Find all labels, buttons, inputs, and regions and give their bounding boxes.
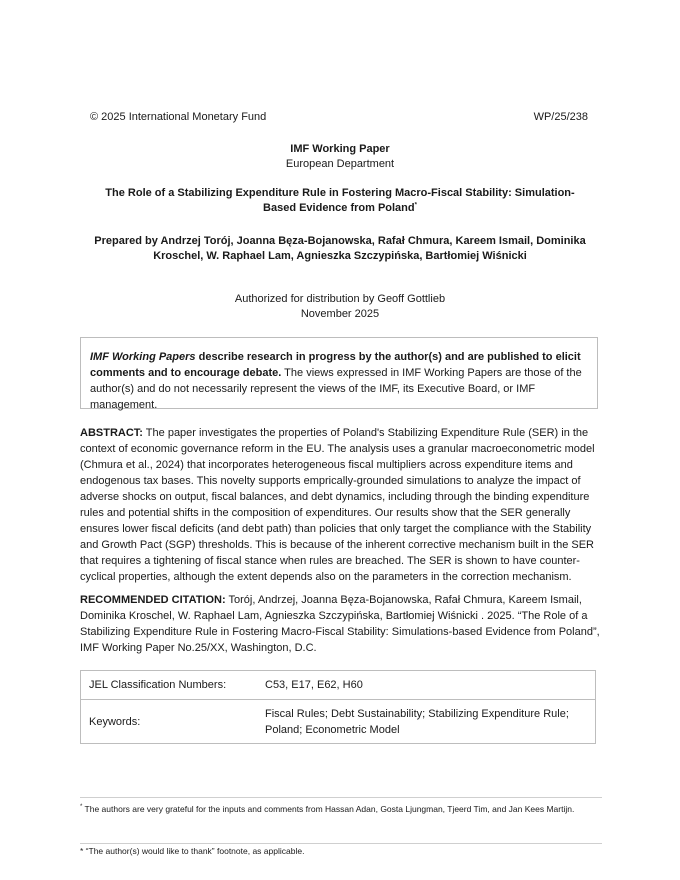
- jel-codes: C53, E17, E62, H60: [265, 679, 363, 691]
- recommended-citation: [80, 592, 604, 656]
- keywords-value: Fiscal Rules; Debt Sustainability; Stabilizing Expenditure Rule; Poland; Econometric Model: [257, 700, 596, 744]
- abstract-text: The paper investigates the properties of Poland's Stabilizing Expenditure Rule (SER) in the context of economic governance reform in the EU. The analysis uses a granular macroeconometric model (Chmura et al., 2024) that incorporates heterogeneous fiscal multipliers across expenditure items and endogenous tax bases. This novelty supports emprically-grounded simulations to analyze the impact of adverse shocks on output, fiscal balances, and debt dynamics, including through the binding expenditure rules and potential shifts in the composition of expenditures. Our results show that the SER generally ensures lower fiscal deficits (and debt path) than policies that only target the compliance with the Stability and Growth Pact (SGP) thresholds. This is because of the inherent corrective mechanism built in the SER that requires a tightening of fiscal stance when rules are breached. The SER is shown to have counter-cyclical properties, although the extent depends also on the parameters in the correction mechanism.: [80, 427, 595, 583]
- footnote-marker: *: [80, 804, 83, 811]
- department: European Department: [285, 158, 395, 170]
- jel-label: JEL Classification Numbers:: [89, 679, 227, 691]
- abstract-label: ABSTRACT:: [80, 427, 143, 439]
- publication-date: November 2025: [300, 308, 380, 320]
- disclaimer-series-name: IMF Working Papers: [90, 351, 196, 363]
- disclaimer-box: [80, 337, 598, 409]
- disclaimer-text: The views expressed in IMF Working Papers are those of the author(s) and do not necessarily represent the views of the IMF, its Executive Board, or IMF management.: [90, 367, 582, 411]
- jel-row: [81, 671, 596, 700]
- citation-label: RECOMMENDED CITATION:: [80, 594, 226, 606]
- footnote-divider: [80, 797, 602, 798]
- template-divider: [80, 843, 602, 844]
- paper-title: [90, 186, 590, 216]
- classification-table: [80, 670, 596, 744]
- keywords-row: [81, 700, 596, 744]
- title-footnote-marker: *: [414, 202, 417, 209]
- series-title: IMF Working Paper: [290, 143, 390, 155]
- acknowledgement-footnote: [80, 804, 574, 815]
- paper-number: WP/25/238: [533, 111, 588, 123]
- abstract: [80, 425, 604, 585]
- template-footnote: * “The author(s) would like to thank” footnote, as applicable.: [80, 846, 305, 856]
- disclaimer-bold-text: describe research in progress by the author(s) and are published to elicit comments and to encourage debate.: [90, 351, 581, 379]
- authorized-by: Authorized for distribution by Geoff Gottlieb: [234, 293, 446, 305]
- copyright-notice: © 2025 International Monetary Fund: [90, 111, 267, 123]
- author-list: Prepared by Andrzej Torój, Joanna Bęza-Bojanowska, Rafał Chmura, Kareem Ismail, Dominika Kroschel, W. Raphael Lam, Agnieszka Szczypińska, Bartłomiej Wiśnicki: [94, 235, 586, 262]
- keywords-label: Keywords:: [81, 700, 258, 744]
- paper-title-text: The Role of a Stabilizing Expenditure Rule in Fostering Macro-Fiscal Stability: Simulation-Based Evidence from Poland: [105, 187, 575, 214]
- acknowledgement-text: The authors are very grateful for the inputs and comments from Hassan Adan, Gosta Ljungman, Tjeerd Tim, and Jan Kees Martijn.: [82, 804, 575, 814]
- citation-text: Torój, Andrzej, Joanna Bęza-Bojanowska, Rafał Chmura, Kareem Ismail, Dominika Kroschel, W. Raphael Lam, Agnieszka Szczypińska, Bartłomiej Wiśnicki . 2025. “The Role of a Stabilizing Expenditure Rule in Fostering Macro-Fiscal Stability: Simulations-based Evidence from Poland”, IMF Working Paper No.25/XX, Washington, D.C.: [80, 594, 600, 654]
